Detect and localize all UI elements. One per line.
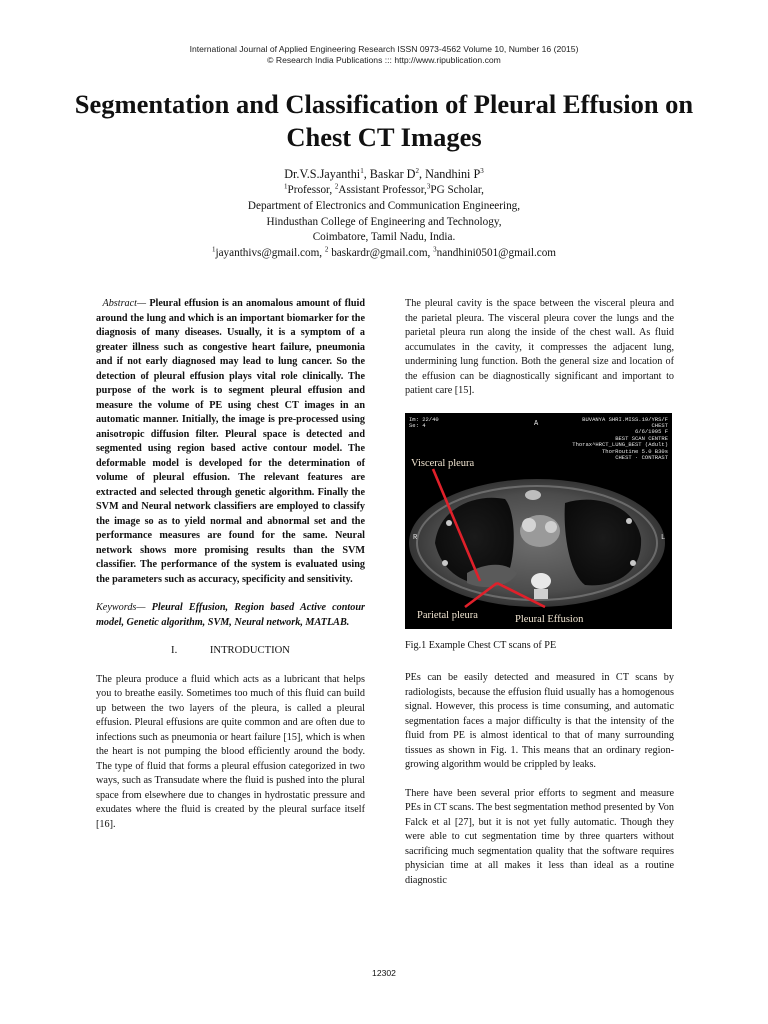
abstract-lead: Abstract—: [102, 298, 147, 309]
role-text: Assistant Professor,: [338, 184, 427, 196]
label-parietal-pleura: Parietal pleura: [417, 609, 478, 621]
college: Hindusthan College of Engineering and Technology,: [266, 215, 502, 228]
label-pleural-effusion: Pleural Effusion: [515, 613, 584, 625]
keywords-lead: Keywords—: [96, 602, 146, 613]
author-sup: 1: [360, 166, 364, 175]
department: Department of Electronics and Communication Engineering,: [247, 199, 521, 212]
email-sup: 3: [433, 245, 437, 254]
author-name: Dr.V.S.Jayanthi: [284, 167, 361, 181]
section-number: I.: [171, 645, 178, 656]
label-visceral-pleura: Visceral pleura: [411, 457, 475, 469]
author-emails: [0, 246, 768, 262]
left-column: [96, 297, 365, 846]
author-sup: 3: [480, 166, 484, 175]
journal-citation: International Journal of Applied Engineering Research ISSN 0973-4562 Volume 10, Number 16 (2015): [189, 44, 579, 54]
scan-meta-left: Im: 22/40 Se: 4: [409, 415, 439, 429]
email-sup: 2: [324, 245, 329, 254]
role-text: Professor,: [287, 184, 335, 196]
email-link[interactable]: baskardr@gmail.com,: [328, 247, 434, 260]
pleural-cavity-paragraph: The pleural cavity is the space between the visceral pleura and the parietal pleura. The visceral pleura cover the lungs and the parietal pleura run along the inside of the chest wall. As fluid accumulates in the cavity, it compresses the adjacent lung, undermining lung function. Both the general size and location of the effusion can be diagnostically significant and important to patient care [15].: [405, 298, 674, 396]
figure-caption: Fig.1 Example Chest CT scans of PE: [405, 639, 557, 651]
keywords: [96, 601, 365, 630]
section-heading-introduction: [96, 644, 365, 659]
author-name: , Baskar D: [363, 167, 416, 181]
role-text: PG Scholar,: [430, 184, 484, 196]
abstract: [96, 297, 365, 587]
abstract-text: Pleural effusion is an anomalous amount of fluid around the lung and which is an important biomarker for the diagnosis of many diseases. Usually, it is a symptom of a greater illness such as congestive heart failure, pneumonia and if not early diagnosed may lead to lung cancer. So the detection of pleural effusion plays vital role clinically. The purpose of the work is to segment pleural effusion and measure the volume of PE using chest CT images in an automatic manner. Initially, the image is pre-processed using anisotropic diffusion filter. Pleural space is detected and segmented using region based active contour model. The deformable model is developed for the determination of volume of pleural effusion. The relevant features are extracted and selected through genetic algorithm. Finally the SVM and Neural network classifiers are employed to classify the image so as to yield normal and abnormal set and the performance measures are found for the same. Neural network shows more promising results than the SVM classifier. The performance of the system is evaluated using the parameters such as accuracy, specificity and sensitivity.: [96, 298, 366, 585]
role-sup: 1: [284, 182, 288, 191]
email-sup: 1: [211, 245, 216, 254]
ct-scan-figure: [405, 413, 672, 629]
author-sup: 2: [415, 166, 419, 175]
detection-paragraph: PEs can be easily detected and measured in CT scans by radiologists, because the effusion fluid usually has a homogenous signal. However, this process is time consuming, and automatic segmentation faces a major difficulty is that the intensity of the fluid from PE is almost identical to that of many surrounding tissues as shown in Fig. 1. This means that an ordinary region-growing algorithm would be crippled by leaks.: [405, 672, 674, 770]
location: Coimbatore, Tamil Nadu, India.: [312, 231, 456, 244]
email-link[interactable]: jayanthivs@gmail.com,: [215, 247, 325, 260]
journal-header: [0, 44, 768, 66]
author-block: [0, 166, 768, 262]
author-names: [0, 166, 768, 183]
author-name: , Nandhini P: [418, 167, 481, 181]
orientation-right: R: [413, 533, 418, 542]
author-roles: [0, 183, 768, 199]
right-column: [405, 297, 674, 902]
scan-meta-right: BUVANYA SHRI.MISS.19/YRS/F CHEST 6/6/1995 F BEST SCAN CENTRE Thorax^HRCT_LUNG_BEST (Adult) ThorRoutine 5.0 B30s CHEST · CONTRAST: [572, 415, 668, 461]
role-sup: 2: [334, 182, 339, 191]
prior-work-paragraph: There have been several prior efforts to segment and measure PEs in CT scans. The best segmentation method presented by Von Falck et al [27], but it is not yet fully automatic. Though they were able to cut segmentation time by three quarters without sacrificing much segmentation quality that the software requires physician time at all makes it less than ideal as a routine diagnostic: [405, 787, 674, 886]
intro-paragraph: The pleura produce a fluid which acts as a lubricant that helps you to breathe easily. Sometimes too much of this fluid can build up between the two layers of the pleura, is called a pleural effusion. Pleural effusions are quite common and are often due to infections such as pneumonia or heart failure [15], which is when the heart is not pumping the blood efficiently around the body. The type of fluid that forms a pleural effusion categorized in two ways, such as Transudate where the fluid is pushed into the plural space from elsewhere due to changes in hydrostatic pressure and exudates where the fluid is created by the pleural surface itself [16].: [96, 673, 365, 830]
role-sup: 3: [426, 182, 431, 191]
page-number: 12302: [372, 968, 396, 978]
section-title: INTRODUCTION: [209, 645, 290, 656]
vertebra: [531, 573, 551, 589]
paper-title: Segmentation and Classification of Pleural Effusion on Chest CT Images: [74, 89, 694, 152]
orientation-left: L: [661, 533, 666, 542]
publisher-line: © Research India Publications ::: http://www.ripublication.com: [267, 55, 501, 65]
keywords-text: Pleural Effusion, Region based Active contour model, Genetic algorithm, SVM, Neural network, MATLAB.: [96, 602, 365, 628]
orientation-anterior: A: [534, 419, 539, 428]
email-link[interactable]: nandhini0501@gmail.com: [436, 247, 557, 260]
